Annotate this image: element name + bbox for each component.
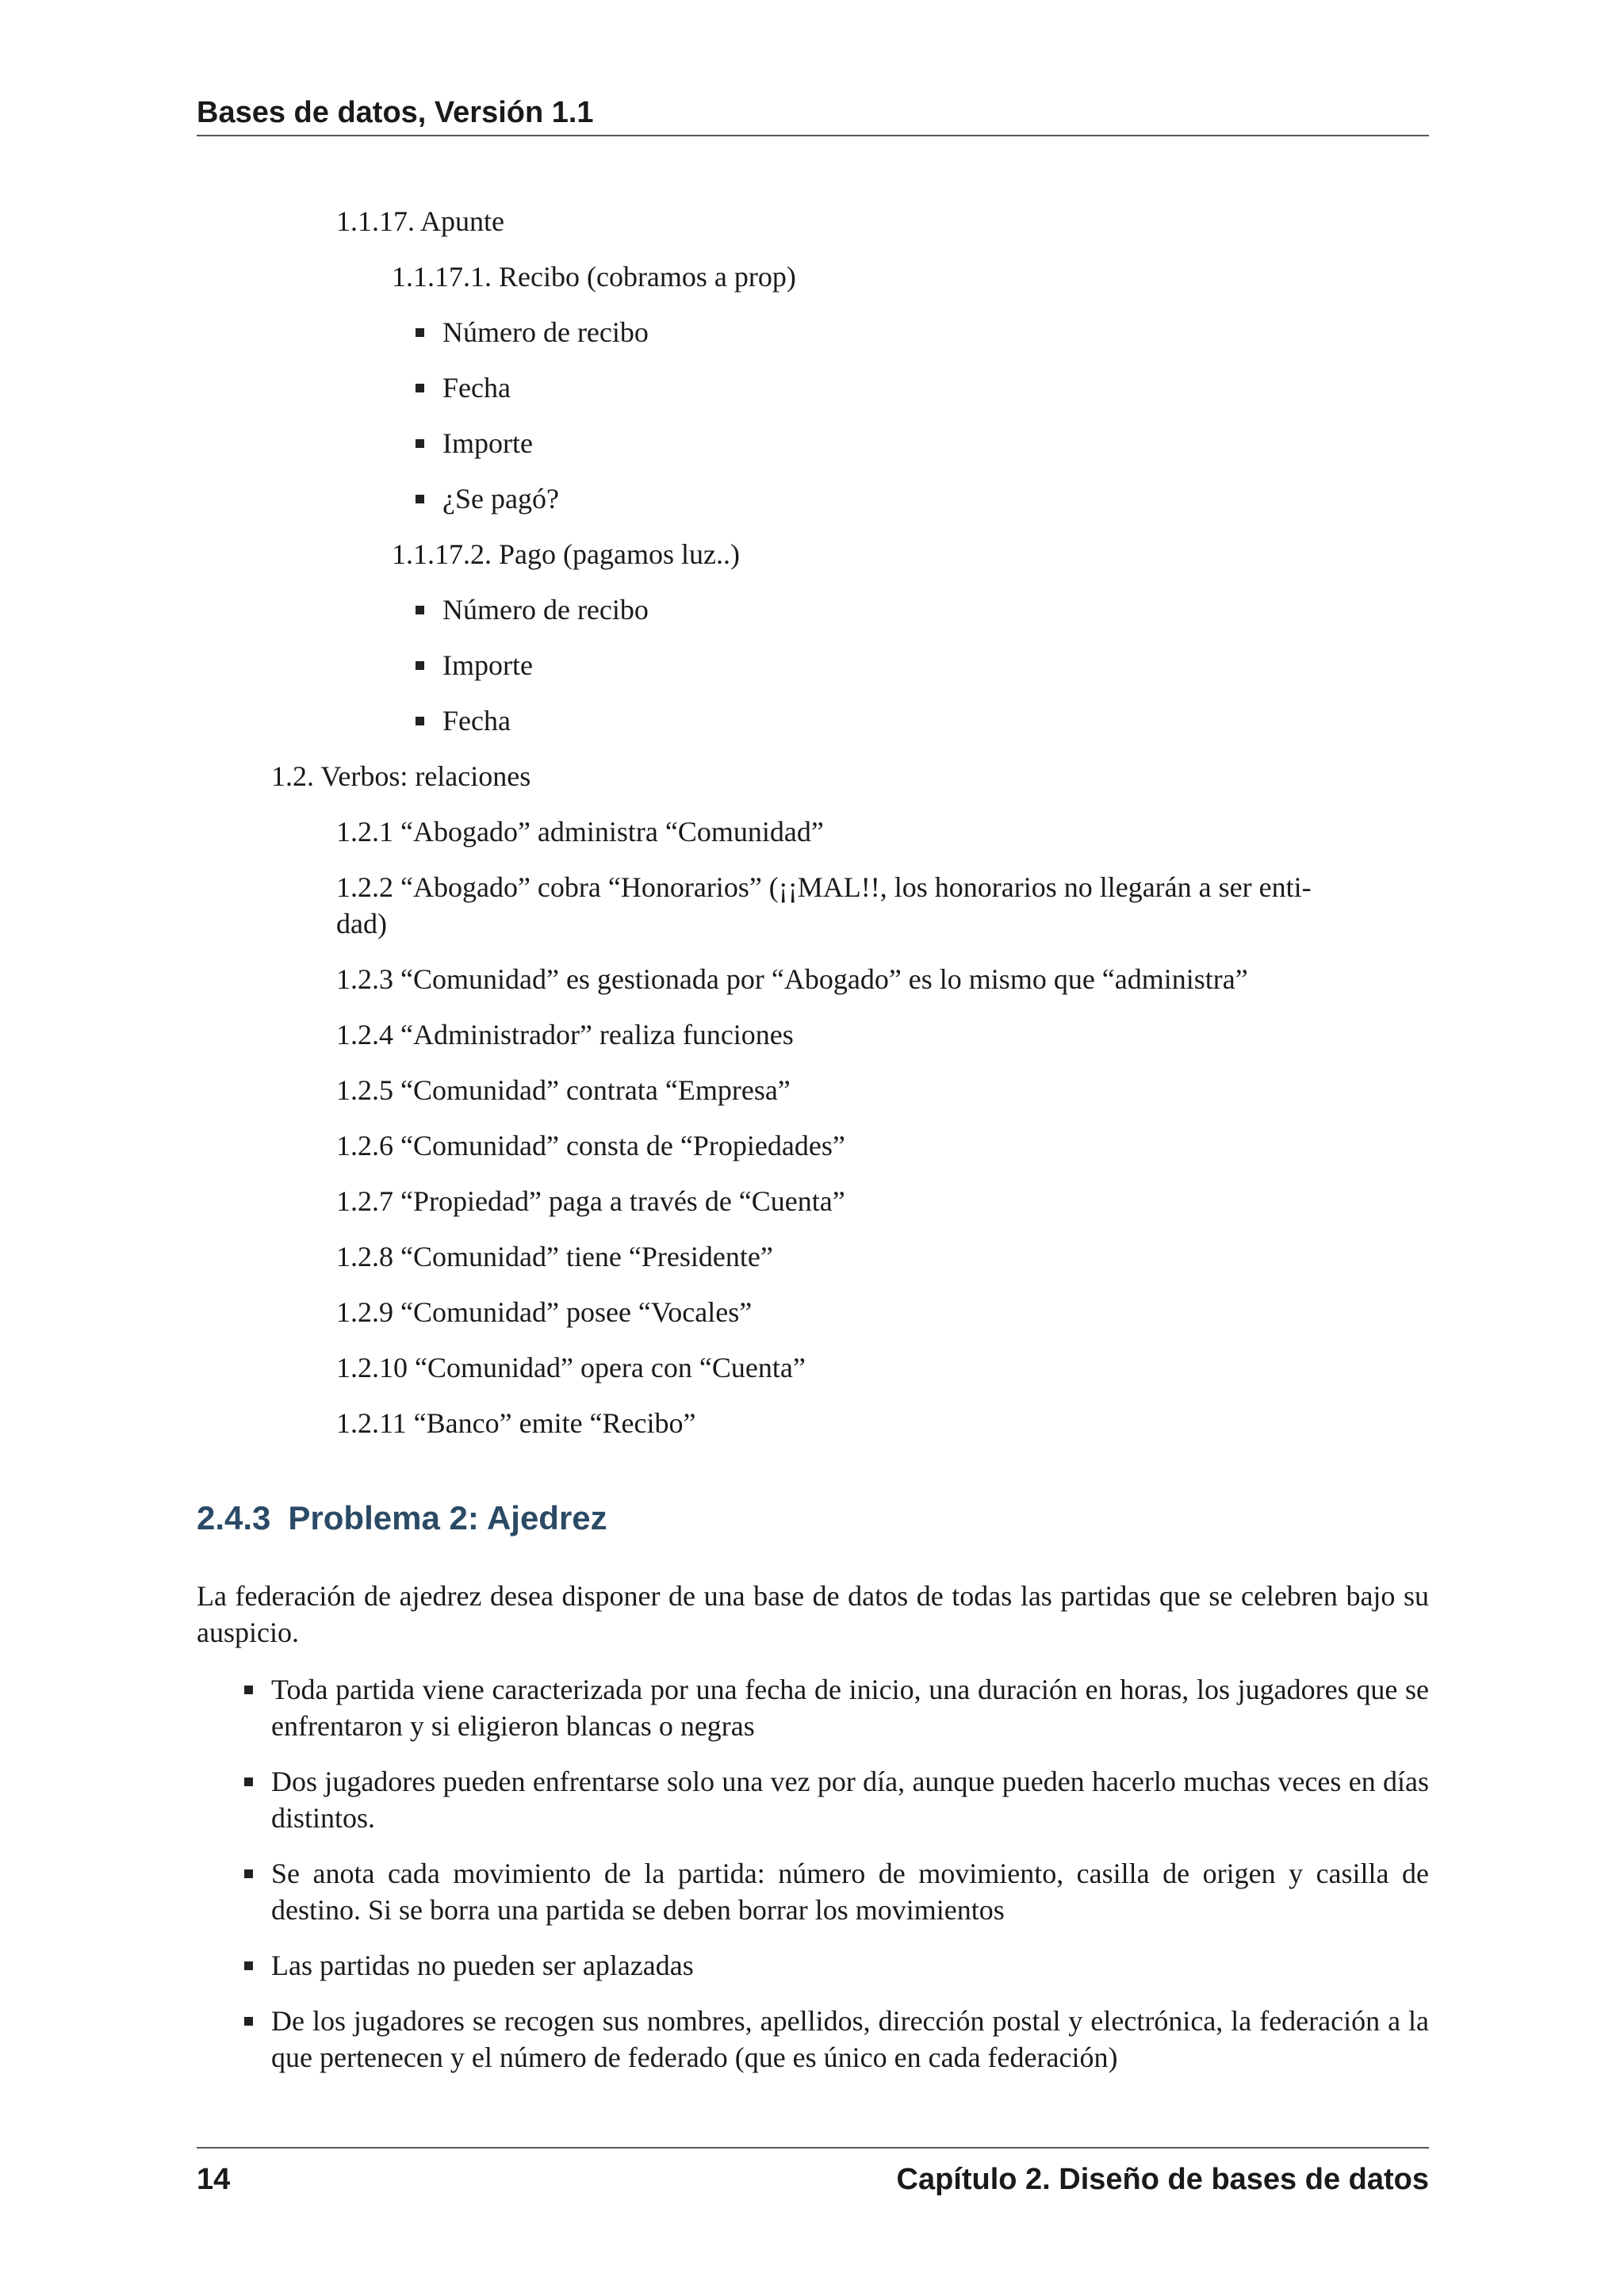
chapter-title: Capítulo 2. Diseño de bases de datos	[896, 2163, 1429, 2196]
list-item: Las partidas no pueden ser aplazadas	[271, 1950, 694, 1981]
relation-item: 1.2.3 “Comunidad” es gestionada por “Abogado” es lo mismo que “administra”	[336, 963, 1248, 995]
relation-item: 1.2.4 “Administrador” realiza funciones	[336, 1019, 794, 1050]
list-item: Fecha	[442, 705, 511, 737]
bullet-marker	[416, 439, 424, 448]
relation-item: 1.2.11 “Banco” emite “Recibo”	[336, 1407, 696, 1439]
list-item: Dos jugadores pueden enfrentarse solo una vez por día, aunque pueden hacerlo muchas veces en días distintos.	[271, 1766, 1429, 1834]
page-number: 14	[197, 2163, 231, 2196]
list-item: De los jugadores se recogen sus nombres, apellidos, dirección postal y electrónica, la federación a la que pertenecen y el número de federado (que es único en cada federación)	[271, 2005, 1429, 2073]
list-item: ¿Se pagó?	[442, 483, 559, 515]
section-number: 2.4.3	[197, 1499, 271, 1536]
relation-item: 1.2.6 “Comunidad” consta de “Propiedades”	[336, 1130, 845, 1161]
relation-item: 1.2.9 “Comunidad” posee “Vocales”	[336, 1296, 753, 1328]
list-item: Se anota cada movimiento de la partida: número de movimiento, casilla de origen y casilla de destino. Si se borra una partida se deben borrar los movimientos	[271, 1858, 1429, 1926]
heading-verbos: 1.2. Verbos: relaciones	[271, 760, 531, 792]
bullet-marker	[416, 328, 424, 337]
relation-item: 1.2.1 “Abogado” administra “Comunidad”	[336, 816, 824, 848]
running-header	[197, 90, 1429, 136]
bullet-marker	[244, 1869, 253, 1878]
bullet-marker	[416, 717, 424, 725]
relation-item: 1.2.8 “Comunidad” tiene “Presidente”	[336, 1241, 773, 1272]
heading-pago: 1.1.17.2. Pago (pagamos luz..)	[392, 538, 740, 570]
section-heading	[197, 1497, 607, 1540]
list-item: Fecha	[442, 372, 511, 404]
relation-item-line-2: dad)	[336, 908, 387, 939]
relation-item: 1.2.7 “Propiedad” paga a través de “Cuenta”	[336, 1185, 845, 1217]
list-item: Toda partida viene caracterizada por una fecha de inicio, una duración en horas, los jugadores que se enfrentaron y si eligieron blancas o negras	[271, 1674, 1429, 1742]
heading-recibo: 1.1.17.1. Recibo (cobramos a prop)	[392, 261, 796, 293]
list-item: Número de recibo	[442, 594, 649, 626]
bullet-marker	[244, 1777, 253, 1786]
list-item: Importe	[442, 649, 533, 681]
relation-item: 1.2.10 “Comunidad” opera con “Cuenta”	[336, 1352, 806, 1383]
bullet-marker	[244, 2017, 253, 2026]
document-title: Bases de datos, Versión 1.1	[197, 96, 594, 129]
relation-item-line-1: 1.2.2 “Abogado” cobra “Honorarios” (¡¡MAL!!, los honorarios no llegarán a ser enti-	[336, 871, 1312, 903]
bullet-marker	[416, 606, 424, 614]
relation-item: 1.2.5 “Comunidad” contrata “Empresa”	[336, 1074, 791, 1106]
intro-paragraph: La federación de ajedrez desea disponer de una base de datos de todas las partidas que se celebren bajo su auspicio.	[197, 1580, 1429, 1648]
bullet-marker	[244, 1961, 253, 1970]
list-item: Número de recibo	[442, 316, 649, 348]
bullet-marker	[244, 1686, 253, 1694]
bullet-marker	[416, 384, 424, 392]
running-footer	[197, 2147, 1429, 2204]
bullet-marker	[416, 495, 424, 503]
heading-apunte: 1.1.17. Apunte	[336, 205, 504, 237]
bullet-marker	[416, 661, 424, 670]
list-item: Importe	[442, 427, 533, 459]
section-title: Problema 2: Ajedrez	[288, 1499, 607, 1536]
